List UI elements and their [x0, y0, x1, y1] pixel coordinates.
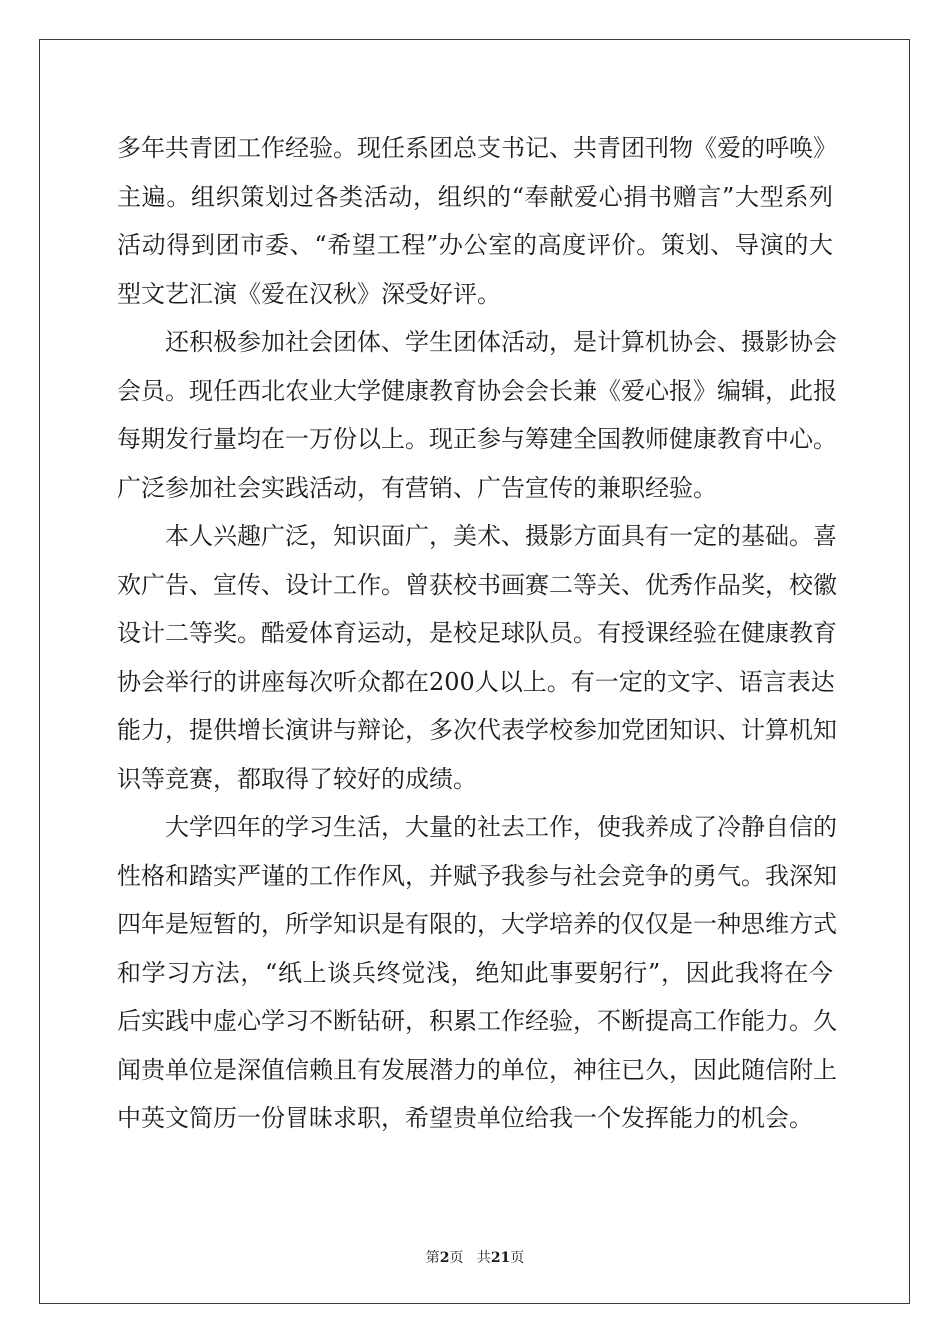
page-footer	[0, 1247, 950, 1267]
text-line: 型文艺汇演《爱在汉秋》深受好评。	[117, 279, 501, 308]
text-line: 广泛参加社会实践活动，有营销、广告宣传的兼职经验。	[117, 473, 717, 502]
footer-page-suffix: 页	[449, 1250, 464, 1266]
text-line: 协会举行的讲座每次听众都在200人以上。有一定的文字、语言表达	[117, 667, 835, 696]
text-line: 会员。现任西北农业大学健康教育协会会长兼《爱心报》编辑，此报	[117, 376, 837, 405]
text-line: 活动得到团市委、“希望工程”办公室的高度评价。策划、导演的大	[117, 231, 833, 259]
text-line: 还积极参加社会团体、学生团体活动，是计算机协会、摄影协会	[165, 328, 837, 356]
text-line: 主遍。组织策划过各类活动，组织的“奉献爱心捐书赠言”大型系列	[117, 182, 833, 211]
text-line: 大学四年的学习生活，大量的社去工作，使我养成了冷静自信的	[165, 813, 837, 841]
text-line: 识等竞赛，都取得了较好的成绩。	[117, 764, 477, 793]
footer-total-prefix: 共	[476, 1250, 491, 1266]
document-body	[117, 124, 837, 1143]
total-pages-number: 21	[490, 1250, 511, 1266]
paragraph	[117, 512, 837, 803]
text-line: 能力，提供增长演讲与辩论，多次代表学校参加党团知识、计算机知	[117, 716, 837, 744]
footer-total-suffix: 页	[510, 1250, 525, 1266]
text-line: 和学习方法，“纸上谈兵终觉浅，绝知此事要躬行”，因此我将在今	[117, 958, 833, 987]
current-page-number: 2	[439, 1250, 450, 1266]
text-line: 四年是短暂的，所学知识是有限的，大学培养的仅仅是一种思维方式	[117, 910, 837, 938]
text-line: 设计二等奖。酷爱体育运动，是校足球队员。有授课经验在健康教育	[117, 619, 837, 647]
text-line: 后实践中虚心学习不断钻研，积累工作经验，不断提高工作能力。久	[117, 1007, 837, 1035]
text-line: 闻贵单位是深值信赖且有发展潜力的单位，神往已久，因此随信附上	[117, 1055, 837, 1084]
text-line: 性格和踏实严谨的工作作风，并赋予我参与社会竞争的勇气。我深知	[117, 861, 837, 890]
text-line: 每期发行量均在一万份以上。现正参与筹建全国教师健康教育中心。	[117, 425, 837, 453]
text-line: 多年共青团工作经验。现任系团总支书记、共青团刊物《爱的呼唤》	[117, 134, 837, 162]
paragraph	[117, 803, 837, 1143]
text-line: 中英文简历一份冒昧求职，希望贵单位给我一个发挥能力的机会。	[117, 1104, 813, 1132]
paragraph	[117, 318, 837, 512]
paragraph	[117, 124, 837, 318]
footer-prefix: 第	[425, 1250, 440, 1266]
text-line: 欢广告、宣传、设计工作。曾获校书画赛二等关、优秀作品奖，校徽	[117, 570, 837, 599]
text-line: 本人兴趣广泛，知识面广，美术、摄影方面具有一定的基础。喜	[165, 522, 837, 550]
